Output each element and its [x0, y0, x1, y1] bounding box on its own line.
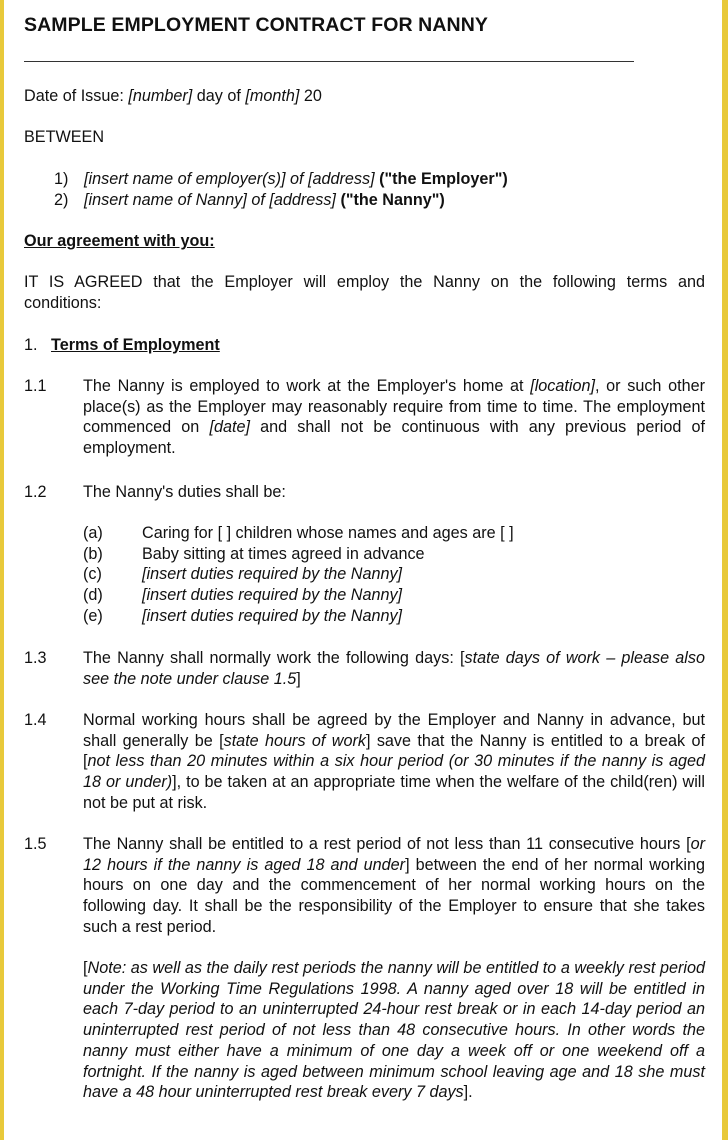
duty-text: [insert duties required by the Nanny]: [142, 606, 403, 625]
duty-label: (e): [83, 606, 103, 625]
date-year: 20: [303, 87, 322, 105]
weekly-rest-note: [83, 958, 705, 1103]
clause-text: ]: [296, 669, 301, 688]
party-employer-details: [insert name of employer(s)] of [address]: [84, 170, 375, 188]
date-number-placeholder: [number]: [128, 87, 193, 105]
party-nanny-label: ("the Nanny"): [340, 190, 445, 209]
date-of-issue-line: [24, 86, 322, 107]
duty-text: Caring for [ ] children whose names and ages are [ ]: [142, 524, 514, 542]
document-page: [4, 0, 722, 1140]
date-day-of: day of: [196, 87, 241, 105]
clause-1-3-text: [83, 648, 705, 689]
note-bracket: [: [83, 959, 88, 977]
duty-text: [insert duties required by the Nanny]: [142, 565, 403, 584]
clause-1-1-number: 1.1: [24, 377, 47, 395]
clause-1-5-number: 1.5: [24, 835, 47, 853]
section-1-title: Terms of Employment: [51, 336, 220, 354]
clause-1-4-number: 1.4: [24, 711, 47, 729]
agreement-heading: Our agreement with you:: [24, 232, 215, 250]
note-text: Note: as well as the daily rest periods the nanny will be entitled to a weekly rest period under the Working Time Regulations 1998. A nanny aged over 18 will be entitled in each 7-day period to an uninterrupted 24-hour rest break or in each 14-day period an uninterrupted rest period of not less than 48 consecutive hours. In other words the nanny must either have a minimum of one day a week off or one weekend off a fortnight. If the nanny is aged between minimum school leaving age and 18 she must have a 48 hour uninterrupted rest break every 7 days: [83, 959, 705, 1102]
party-nanny-details: [insert name of Nanny] of [address]: [84, 190, 336, 209]
clause-1-4-text: [83, 710, 705, 814]
clause-1-2-number: 1.2: [24, 483, 47, 501]
clause-text: , or such other place(s) as the Employer may reasonably require from time to time. The employment commenced on: [83, 377, 705, 437]
clause-text: Normal working hours shall be agreed by the Employer and Nanny in advance, but shall generally be [: [83, 711, 705, 750]
clause-text: and shall not be continuous with any previous period of employment.: [83, 418, 705, 458]
duty-text: [insert duties required by the Nanny]: [142, 586, 403, 605]
clause-1-5-text: [83, 834, 705, 938]
clause-text: The Nanny's duties shall be:: [83, 483, 286, 501]
section-1-heading: [24, 335, 220, 356]
clause-placeholder: not less than 20 minutes within a six hour period (or 30 minutes if the nanny is aged 18 or under): [83, 752, 705, 792]
duty-label: (d): [83, 586, 103, 605]
date-label: Date of Issue:: [24, 87, 124, 105]
clause-text: ] save that the Nanny is entitled to a break of [: [83, 731, 706, 771]
clause-text: The Nanny shall be entitled to a rest period of not less than 11 consecutive hours [: [83, 835, 691, 853]
note-bracket: ].: [463, 1083, 473, 1102]
clause-text: The Nanny is employed to work at the Employer's home at: [83, 377, 531, 395]
clause-placeholder: state days of work – please also see the note under clause 1.5: [83, 649, 705, 688]
duty-label: (c): [83, 565, 102, 584]
duty-label: (b): [83, 544, 103, 563]
between-heading: BETWEEN: [24, 128, 105, 146]
agreement-intro: [24, 272, 705, 313]
clause-1-1-text: [83, 376, 705, 459]
clause-text: ] between the end of her normal working hours on one day and the commencement of her normal working hours on the following day. It shall be the responsibility of the Employer to ensure that she takes such a rest period.: [83, 855, 705, 936]
party-number: 2): [54, 190, 69, 209]
clause-1-3-number: 1.3: [24, 649, 47, 667]
clause-text: ], to be taken at an appropriate time when the welfare of the child(ren) will not be put at risk.: [83, 773, 705, 812]
clause-text: The Nanny shall normally work the following days: [: [83, 649, 465, 667]
party-number: 1): [54, 170, 69, 188]
clause-placeholder: [location]: [530, 377, 595, 395]
date-month-placeholder: [month]: [245, 87, 300, 105]
duty-text: Baby sitting at times agreed in advance: [142, 544, 425, 563]
clause-placeholder: state hours of work: [223, 731, 366, 750]
clause-placeholder: or 12 hours if the nanny is aged 18 and under: [83, 835, 705, 874]
party-employer-label: ("the Employer"): [379, 170, 508, 188]
clause-placeholder: [date]: [209, 418, 250, 437]
agreement-intro-line-2: conditions:: [24, 293, 102, 312]
duty-label: (a): [83, 524, 103, 542]
title-divider: [24, 61, 634, 62]
agreement-intro-line-1: IT IS AGREED that the Employer will employ the Nanny on the following terms and: [24, 273, 705, 291]
document-title: SAMPLE EMPLOYMENT CONTRACT FOR NANNY: [24, 14, 489, 36]
section-1-number: 1.: [24, 336, 38, 354]
